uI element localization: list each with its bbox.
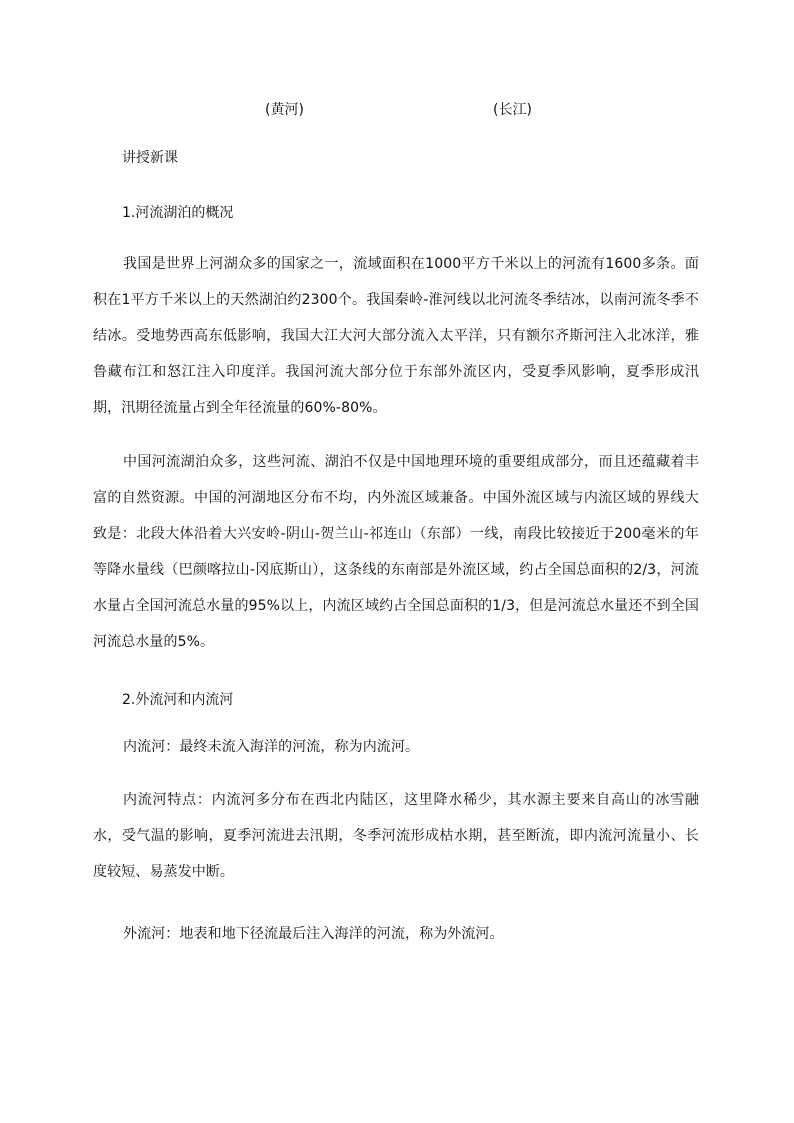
caption-yellow-river: (黄河) <box>265 102 304 118</box>
heading-exterior-interior-rivers: 2.外流河和内流河 <box>122 692 234 708</box>
paragraph-interior-river-features: 内流河特点：内流河多分布在西北内陆区，这里降水稀少，其水源主要来自高山的冰雪融水，受气温的影响，夏季河流进去汛期，冬季河流形成枯水期，甚至断流，即内流河流量小、长度较短、易蒸发中断。 <box>93 792 699 880</box>
section-label: 讲授新课 <box>122 150 178 166</box>
caption-yangtze-river: (长江) <box>493 102 532 118</box>
paragraph-drainage-areas: 中国河流湖泊众多，这些河流、湖泊不仅是中国地理环境的重要组成部分，而且还蕴藏着丰富的自然资源。中国的河湖地区分布不均，内外流区域兼备。中国外流区域与内流区域的界线大致是：北段大体沿着大兴安岭-阴山-贺兰山-祁连山（东部）一线，南段比较接近于200毫米的年等降水量线（巴颜喀拉山-冈底斯山），这条线的东南部是外流区域，约占全国总面积的2/3，河流水量占全国河流总水量的95%以上，内流区域约占全国总面积的1/3，但是河流总水量还不到全国河流总水量的5%。 <box>93 454 699 650</box>
image-captions <box>0 99 794 121</box>
paragraph-interior-river-definition: 内流河：最终未流入海洋的河流，称为内流河。 <box>123 739 420 755</box>
paragraph-exterior-river-definition: 外流河：地表和地下径流最后注入海洋的河流，称为外流河。 <box>123 926 504 942</box>
paragraph-rivers-lakes-intro: 我国是世界上河湖众多的国家之一，流域面积在1000平方千米以上的河流有1600多条。面积在1平方千米以上的天然湖泊约2300个。我国秦岭-淮河线以北河流冬季结冰，以南河流冬季不结冰。受地势西高东低影响，我国大江大河大部分流入太平洋，只有额尔齐斯河注入北冰洋，雅鲁藏布江和怒江注入印度洋。我国河流大部分位于东部外流区内，受夏季风影响，夏季形成汛期，汛期径流量占到全年径流量的60%-80%。 <box>93 256 699 416</box>
heading-rivers-lakes-overview: 1.河流湖泊的概况 <box>122 205 234 221</box>
